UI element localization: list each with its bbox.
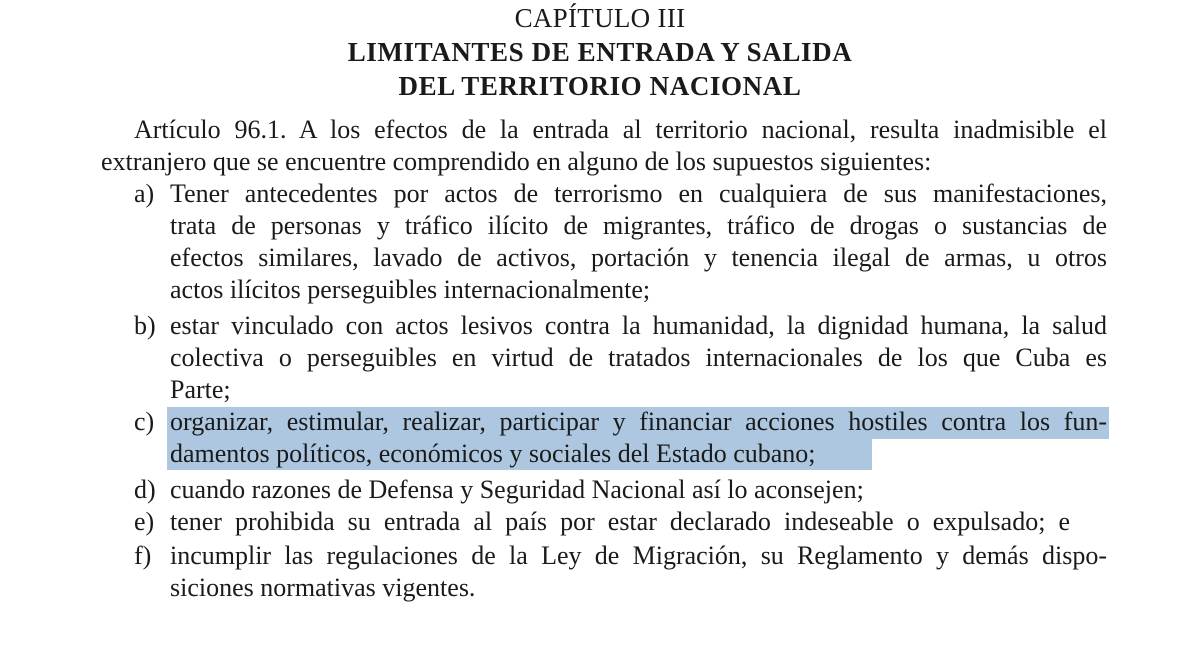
item-b-marker: b) <box>134 311 156 340</box>
item-b-line-1: estar vinculado con actos lesivos contra la humanidad, la dignidad humana, la salud <box>170 311 1107 340</box>
item-a-line-2: trata de personas y tráfico ilícito de migrantes, tráfico de drogas o sustancias de <box>170 211 1107 240</box>
article-intro-line-1: Artículo 96.1. A los efectos de la entrada al territorio nacional, resulta inadmisible el <box>134 115 1107 144</box>
chapter-number: CAPÍTULO III <box>514 3 686 33</box>
item-a-line-3: efectos similares, lavado de activos, portación y tenencia ilegal de armas, u otros <box>170 243 1107 272</box>
item-b-line-3: Parte; <box>170 375 231 404</box>
item-f-line-1: incumplir las regulaciones de la Ley de Migración, su Reglamento y demás dispo- <box>170 541 1107 570</box>
item-c-line-1[interactable]: organizar, estimular, realizar, participar y financiar acciones hostiles contra los fun- <box>170 407 1107 436</box>
item-a-line-4: actos ilícitos perseguibles internacionalmente; <box>170 275 651 304</box>
article-intro-line-2: extranjero que se encuentre comprendido en alguno de los supuestos siguientes: <box>101 147 932 176</box>
item-e-marker: e) <box>134 507 155 536</box>
item-d-line-1: cuando razones de Defensa y Seguridad Nacional así lo aconsejen; <box>170 475 864 504</box>
item-a-marker: a) <box>134 179 155 208</box>
item-a-line-1: Tener antecedentes por actos de terrorismo en cualquiera de sus manifestaciones, <box>170 179 1107 208</box>
item-e-line-1: tener prohibida su entrada al país por estar declarado indeseable o expulsado; e <box>170 507 1070 536</box>
chapter-title-line-1: LIMITANTES DE ENTRADA Y SALIDA <box>347 37 853 67</box>
item-c-marker: c) <box>134 407 155 436</box>
item-d-marker: d) <box>134 475 156 504</box>
item-f-line-2: siciones normativas vigentes. <box>170 573 476 602</box>
chapter-title-line-2: DEL TERRITORIO NACIONAL <box>398 71 802 101</box>
item-b-line-2: colectiva o perseguibles en virtud de tratados internacionales de los que Cuba es <box>170 343 1107 372</box>
item-c-line-2[interactable]: damentos políticos, económicos y sociales del Estado cubano; <box>170 439 816 468</box>
item-f-marker: f) <box>134 541 152 570</box>
